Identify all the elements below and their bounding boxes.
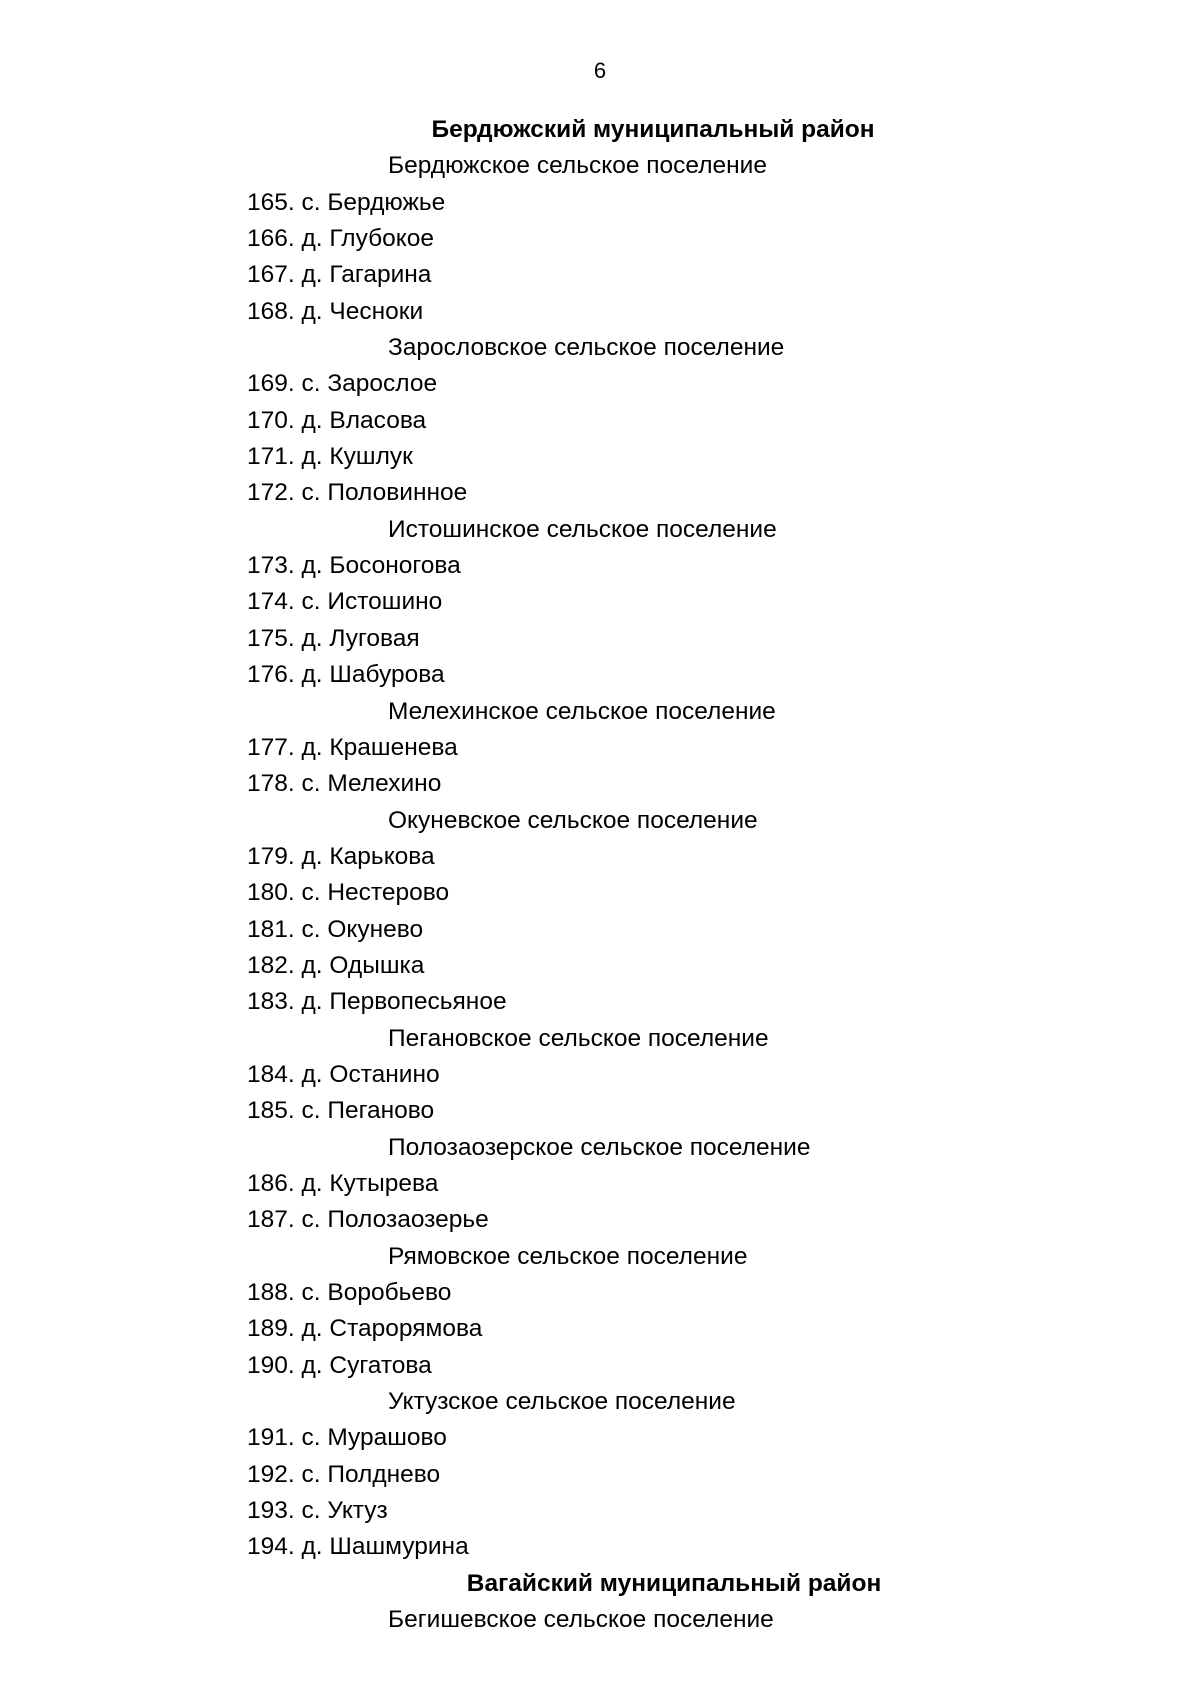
settlement-list [0, 112, 1200, 1638]
settlement-heading: Мелехинское сельское поселение [388, 697, 776, 725]
locality-item: 178. с. Мелехино [247, 770, 442, 798]
locality-item: 194. д. Шашмурина [247, 1533, 469, 1561]
locality-item: 193. с. Уктуз [247, 1497, 388, 1525]
locality-item: 184. д. Останино [247, 1060, 440, 1088]
locality-item: 191. с. Мурашово [247, 1424, 447, 1452]
district-heading: Вагайский муниципальный район [466, 1569, 882, 1597]
locality-item: 183. д. Первопесьяное [247, 988, 507, 1016]
settlement-heading: Бегишевское сельское поселение [388, 1606, 774, 1634]
locality-item: 166. д. Глубокое [247, 225, 435, 253]
settlement-heading: Бердюжское сельское поселение [388, 152, 767, 180]
locality-item: 170. д. Власова [247, 406, 427, 434]
settlement-heading: Зарословское сельское поселение [388, 334, 785, 362]
locality-item: 179. д. Карькова [247, 842, 435, 870]
locality-item: 189. д. Старорямова [247, 1315, 483, 1343]
settlement-heading: Истошинское сельское поселение [388, 515, 777, 543]
locality-item: 177. д. Крашенева [247, 733, 458, 761]
locality-item: 176. д. Шабурова [247, 661, 445, 689]
settlement-heading: Полозаозерское сельское поселение [388, 1133, 811, 1161]
locality-item: 182. д. Одышка [247, 951, 425, 979]
locality-item: 167. д. Гагарина [247, 261, 432, 289]
locality-item: 186. д. Кутырева [247, 1169, 439, 1197]
locality-item: 192. с. Полднево [247, 1460, 441, 1488]
locality-item: 172. с. Половинное [247, 479, 468, 507]
settlement-heading: Рямовское сельское поселение [388, 1242, 748, 1270]
locality-item: 168. д. Чесноки [247, 297, 424, 325]
locality-item: 175. д. Луговая [247, 624, 420, 652]
locality-item: 165. с. Бердюжье [247, 188, 446, 216]
settlement-heading: Уктузское сельское поселение [388, 1388, 736, 1416]
locality-item: 173. д. Босоногова [247, 552, 461, 580]
locality-item: 188. с. Воробьево [247, 1279, 452, 1306]
settlement-heading: Окуневское сельское поселение [388, 806, 758, 834]
district-heading: Бердюжский муниципальный район [431, 116, 875, 143]
locality-item: 181. с. Окунево [247, 915, 424, 943]
locality-item: 169. с. Зарослое [247, 370, 438, 398]
locality-item: 180. с. Нестерово [247, 879, 450, 907]
page-number: 6 [593, 58, 607, 83]
locality-item: 187. с. Полозаозерье [247, 1206, 489, 1234]
locality-item: 171. д. Кушлук [247, 443, 413, 471]
locality-item: 185. с. Пеганово [247, 1097, 435, 1125]
locality-item: 190. д. Сугатова [247, 1351, 432, 1379]
settlement-heading: Пегановское сельское поселение [388, 1024, 769, 1052]
locality-item: 174. с. Истошино [247, 588, 443, 616]
